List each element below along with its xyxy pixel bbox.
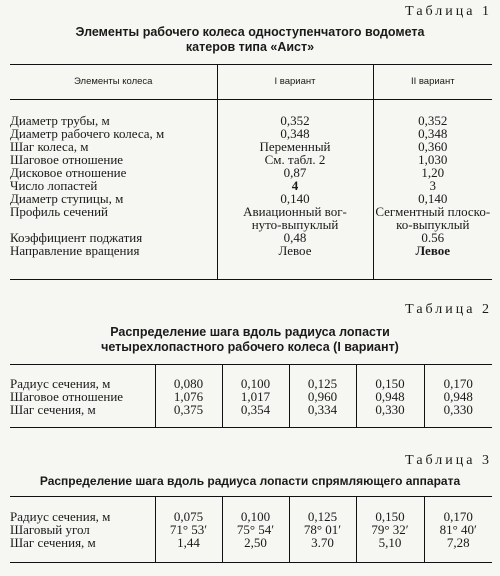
table1-label: Таблица 1 xyxy=(405,4,492,19)
table2-title-line2: четырехлопастного рабочего колеса (I вариант) xyxy=(101,340,399,354)
table3-col xyxy=(155,497,222,562)
table3-col xyxy=(289,497,356,562)
table3-cell: 0,100 xyxy=(240,509,271,524)
table2-cell: 0,150 xyxy=(375,375,405,391)
table2-row-name: Радиус сечения, м xyxy=(10,375,111,391)
table1-header-elements: Элементы колеса xyxy=(74,76,153,88)
table3-cell: 79° 32′ xyxy=(371,522,409,537)
table3-cell: 0,075 xyxy=(173,509,204,524)
table2-cell: 0,330 xyxy=(443,401,473,417)
table1-row-name: Диаметр ступицы, м xyxy=(10,190,124,206)
table1-v2-cell: ко-выпуклый xyxy=(396,216,470,232)
table1-header-v2: II вариант xyxy=(373,65,492,99)
table3-cell: 81° 40′ xyxy=(439,522,477,537)
table1-v2-cell: Левое xyxy=(415,242,451,258)
table1-v1-cell: нуто-выпуклый xyxy=(251,216,339,232)
table1-v2-cell: 3 xyxy=(429,177,436,193)
table1-title xyxy=(0,25,500,55)
table3-row-name: Шаговый угол xyxy=(10,522,90,537)
table1 xyxy=(10,64,492,280)
table3-cell: 71° 53′ xyxy=(169,522,208,537)
table2-cell: 1,076 xyxy=(173,388,204,404)
table1-v2-cell: 0,360 xyxy=(418,138,448,154)
table2-col xyxy=(155,365,222,427)
table1-v2-cell: 0.56 xyxy=(421,229,445,245)
table1-v2-cell: Сегментный плоско- xyxy=(375,203,491,219)
table2-cell: 0,960 xyxy=(307,388,338,404)
table2-cell: 0,334 xyxy=(307,401,338,417)
table1-row-name: Профиль сечений xyxy=(10,203,108,219)
table3-cell: 5,10 xyxy=(378,535,402,550)
table1-v2-cell: 0,352 xyxy=(418,112,448,128)
table1-v1-cell: См. табл. 2 xyxy=(264,151,326,167)
table2-col xyxy=(424,365,492,427)
table1-row-name: Шаговое отношение xyxy=(10,151,124,167)
table1-header-v1: I вариант xyxy=(217,65,373,99)
table2-row-name: Шаг сечения, м xyxy=(10,401,96,417)
table3-cell: 7,28 xyxy=(446,535,470,550)
table2-title xyxy=(0,325,500,355)
table2-cell: 0,100 xyxy=(240,375,271,391)
table2-cell: 1,017 xyxy=(240,388,271,404)
table3-names-col xyxy=(10,497,155,562)
table2-names-col xyxy=(10,365,155,427)
table2-cell: 0,354 xyxy=(240,401,271,417)
table1-v2-cell: 1,20 xyxy=(421,164,445,180)
table2-col xyxy=(356,365,424,427)
table2 xyxy=(10,364,492,428)
table2-cell: 0,170 xyxy=(443,375,473,391)
table3-cell: 0,150 xyxy=(375,509,405,524)
table2-title-line1: Распределение шага вдоль радиуса лопасти xyxy=(110,325,390,339)
table1-v2-cell: 0,348 xyxy=(418,125,448,141)
table3-cell: 0,170 xyxy=(443,509,473,524)
table2-cell: 0,330 xyxy=(375,401,405,417)
table1-v2-col xyxy=(373,99,492,279)
table3-row-name: Шаг сечения, м xyxy=(10,535,96,550)
table1-v1-cell: Переменный xyxy=(259,138,331,154)
table1-v1-cell: Левое xyxy=(278,242,312,258)
table2-col xyxy=(289,365,356,427)
table3-label: Таблица 3 xyxy=(405,453,492,468)
table2-cell: 0,125 xyxy=(307,375,338,391)
table1-v2-cell: 1,030 xyxy=(418,151,448,167)
table1-v1-cell: 0,48 xyxy=(283,229,307,245)
table1-row-name: Коэффициент поджатия xyxy=(10,229,143,245)
table2-label: Таблица 2 xyxy=(405,302,492,317)
table1-names-col xyxy=(10,99,217,279)
table3-cell: 1,44 xyxy=(177,535,200,550)
table3-cell: 75° 54′ xyxy=(236,522,275,537)
table3-col xyxy=(424,497,492,562)
table1-v1-cell: 0,352 xyxy=(280,112,310,128)
table3-col xyxy=(222,497,289,562)
table1-v1-col xyxy=(217,99,373,279)
table3 xyxy=(10,496,492,563)
table1-row-name: Направление вращения xyxy=(10,242,140,258)
table1-title-line1: Элементы рабочего колеса одноступенчатого водомета xyxy=(75,25,425,39)
table1-row-name: Шаг колеса, м xyxy=(10,138,89,154)
table3-cell: 78° 01′ xyxy=(303,522,342,537)
table1-row-name: Диаметр трубы, м xyxy=(10,112,110,128)
table1-v1-cell: 0,87 xyxy=(283,164,307,180)
table1-v2-cell: 0,140 xyxy=(418,190,448,206)
table2-cell: 0,948 xyxy=(375,388,405,404)
table1-row-name: Дисковое отношение xyxy=(10,164,127,180)
table2-col xyxy=(222,365,289,427)
table1-row-name xyxy=(10,218,217,231)
table1-row-name: Число лопастей xyxy=(10,177,98,193)
table1-v1-cell: 4 xyxy=(291,177,299,193)
table3-title: Распределение шага вдоль радиуса лопасти спрямляющего аппарата xyxy=(39,474,461,488)
table1-title-line2: катеров типа «Аист» xyxy=(185,40,315,54)
table3-cell: 2,50 xyxy=(244,535,267,550)
table2-cell: 0,080 xyxy=(173,375,204,391)
table3-cell: 3.70 xyxy=(311,535,334,550)
table2-row-name: Шаговое отношение xyxy=(10,388,124,404)
table1-v1-cell: 0,140 xyxy=(280,190,310,206)
table2-cell: 0,375 xyxy=(173,401,204,417)
table3-row-name: Радиус сечения, м xyxy=(10,509,111,524)
table3-col xyxy=(356,497,424,562)
table1-row-name: Диаметр рабочего колеса, м xyxy=(10,125,165,141)
table1-v1-cell: 0,348 xyxy=(280,125,310,141)
table2-cell: 0,948 xyxy=(443,388,473,404)
table3-cell: 0,125 xyxy=(307,509,338,524)
table1-v1-cell: Авиационный вог- xyxy=(243,203,347,219)
